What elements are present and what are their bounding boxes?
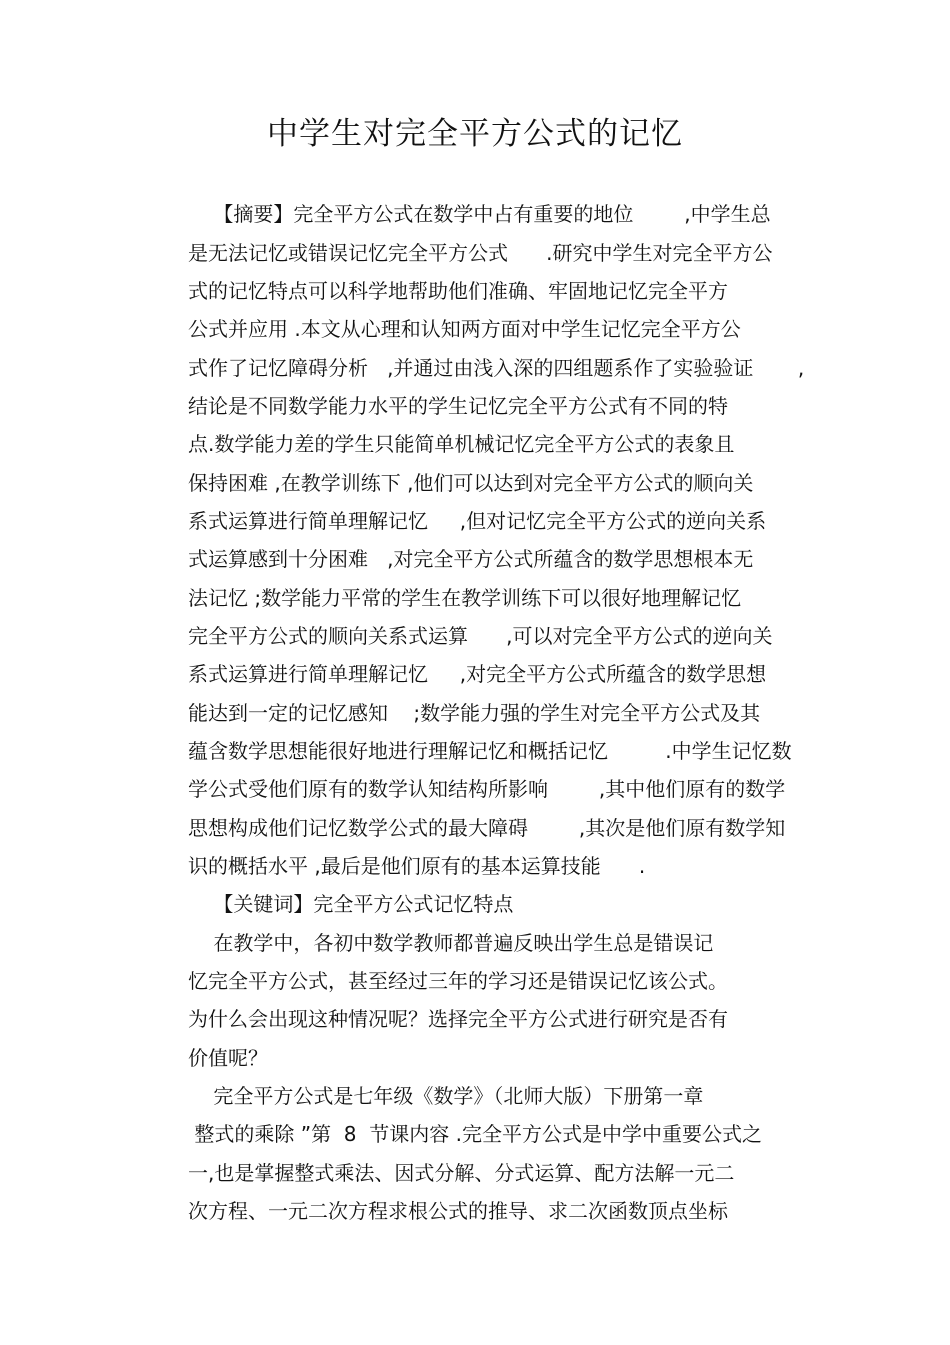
abstract-line: 保持困难 ,在教学训练下 ,他们可以达到对完全平方公式的顺向关 [188,471,754,495]
abstract-line: 蕴含数学思想能很好地进行理解记忆和概括记忆 .中学生记忆数 [188,739,792,763]
keywords-line: 【关键词】完全平方公式记忆特点 [188,892,514,916]
abstract-line: 识的概括水平 ,最后是他们原有的基本运算技能 . [188,854,646,878]
abstract-line: 学公式受他们原有的数学认知结构所影响 ,其中他们原有的数学 [188,777,786,801]
body-line: 整式的乘除 ”第 8 节课内容 .完全平方公式是中学中重要公式之 [188,1122,762,1146]
abstract-line: 系式运算进行简单理解记忆 ,但对记忆完全平方公式的逆向关系 [188,509,767,533]
abstract-line: 能达到一定的记忆感知 ;数学能力强的学生对完全平方公式及其 [188,701,761,725]
body-line: 价值呢？ [188,1046,268,1070]
body-line: 一,也是掌握整式乘法、因式分解、分式运算、配方法解一元二 [188,1161,735,1185]
abstract-line: 完全平方公式的顺向关系式运算 ,可以对完全平方公式的逆向关 [188,624,773,648]
abstract-line: 式作了记忆障碍分析 ,并通过由浅入深的四组题系作了实验验证 , [188,356,805,380]
abstract-line: 思想构成他们记忆数学公式的最大障碍 ,其次是他们原有数学知 [188,816,786,840]
abstract-line: 点.数学能力差的学生只能简单机械记忆完全平方公式的表象且 [188,432,735,456]
body-line: 次方程、一元二次方程求根公式的推导、求二次函数顶点坐标 [188,1199,728,1223]
body-line: 在教学中，各初中数学教师都普遍反映出学生总是错误记 [188,931,714,955]
abstract-line: 是无法记忆或错误记忆完全平方公式 .研究中学生对完全平方公 [188,241,773,265]
abstract-line: 【摘要】完全平方公式在数学中占有重要的地位 ,中学生总 [188,202,771,226]
body-line: 忆完全平方公式，甚至经过三年的学习还是错误记忆该公式。 [188,969,728,993]
abstract-line: 式运算感到十分困难 ,对完全平方公式所蕴含的数学思想根本无 [188,547,754,571]
body-line: 完全平方公式是七年级《数学》（北师大版）下册第一章 [188,1084,704,1108]
abstract-line: 结论是不同数学能力水平的学生记忆完全平方公式有不同的特 [188,394,728,418]
abstract-line: 公式并应用 .本文从心理和认知两方面对中学生记忆完全平方公 [188,317,741,341]
abstract-line: 系式运算进行简单理解记忆 ,对完全平方公式所蕴含的数学思想 [188,662,767,686]
abstract-line: 法记忆 ;数学能力平常的学生在教学训练下可以很好地理解记忆 [188,586,742,610]
document-title: 中学生对完全平方公式的记忆 [267,116,683,152]
body-line: 为什么会出现这种情况呢？选择完全平方公式进行研究是否有 [188,1007,728,1031]
abstract-line: 式的记忆特点可以科学地帮助他们准确、牢固地记忆完全平方 [188,279,728,303]
